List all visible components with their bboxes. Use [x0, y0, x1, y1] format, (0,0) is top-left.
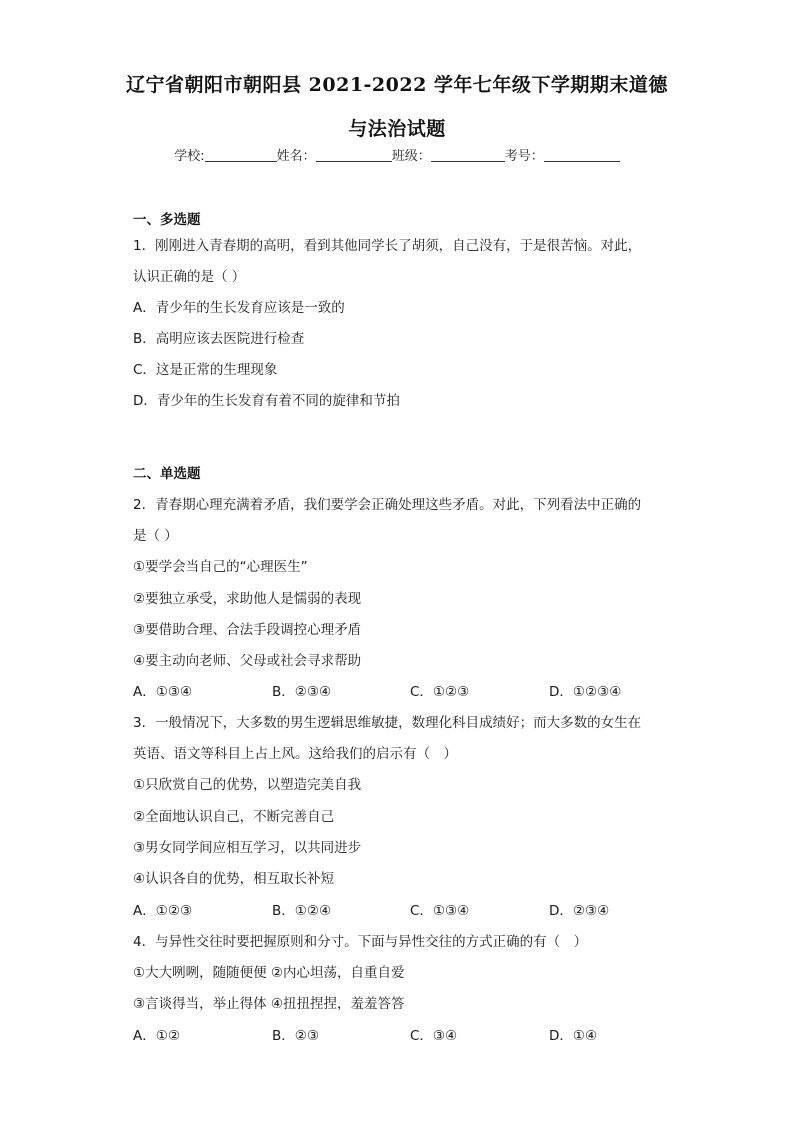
q4-stem-line1: 4．与异性交往时要把握原则和分寸。下面与异性交往的方式正确的有（ ）	[133, 934, 588, 950]
q2-stem-line2: 是（ ）	[133, 528, 178, 544]
q2-statement-4: ④要主动向老师、父母或社会寻求帮助	[133, 653, 362, 669]
section-heading-multiple-choice: 一、多选题	[133, 212, 201, 228]
name-label: 姓名：	[276, 149, 316, 164]
class-label: 班级：	[391, 149, 431, 164]
q1-option-c: C．这是正常的生理现象	[133, 362, 278, 378]
school-blank	[205, 147, 277, 162]
q3-stem-line2: 英语、语文等科目上占上风。这给我们的启示有（ ）	[133, 746, 457, 762]
q4-option-b: B．②③	[272, 1028, 319, 1044]
q3-statement-2: ②全面地认识自己，不断完善自己	[133, 809, 335, 825]
q4-option-c: C．③④	[410, 1028, 458, 1044]
q2-statement-2: ②要独立承受，求助他人是懦弱的表现	[133, 591, 362, 607]
q4-statements-1-2: ①大大咧咧，随随便便 ②内心坦荡，自重自爱	[133, 965, 405, 981]
q3-option-b: B．①②④	[272, 903, 332, 919]
q2-option-c: C．①②③	[410, 684, 470, 700]
q4-option-d: D．①④	[549, 1028, 598, 1044]
q2-statement-3: ③要借助合理、合法手段调控心理矛盾	[133, 622, 362, 638]
exam-no-label: 考号：	[504, 149, 544, 164]
q1-stem-line1: 1．刚刚进入青春期的高明，看到其他同学长了胡须，自己没有，于是很苦恼。对此，	[133, 238, 642, 254]
q2-option-b: B．②③④	[272, 684, 332, 700]
q3-stem-line1: 3．一般情况下，大多数的男生逻辑思维敏捷，数理化科目成绩好；而大多数的女生在	[133, 715, 642, 731]
q2-stem-line1: 2．青春期心理充满着矛盾，我们要学会正确处理这些矛盾。对此，下列看法中正确的	[133, 497, 642, 513]
q2-option-a: A．①③④	[133, 684, 193, 700]
exam-title-line2: 与法治试题	[348, 118, 446, 140]
class-blank	[431, 147, 505, 162]
q3-option-c: C．①③④	[410, 903, 470, 919]
exam-no-blank	[544, 147, 620, 162]
section-heading-single-choice: 二、单选题	[133, 466, 201, 482]
student-info-line	[0, 145, 794, 164]
q1-option-a: A．青少年的生长发育应该是一致的	[133, 300, 345, 316]
q1-stem-line2: 认识正确的是（ ）	[133, 269, 246, 285]
q3-statement-1: ①只欣赏自己的优势，以塑造完美自我	[133, 777, 362, 793]
q4-statements-3-4: ③言谈得当，举止得体 ④扭扭捏捏，羞羞答答	[133, 996, 405, 1012]
q3-option-a: A．①②③	[133, 903, 193, 919]
q2-statement-1: ①要学会当自己的“心理医生”	[133, 559, 308, 575]
name-blank	[316, 147, 392, 162]
q4-option-a: A．①②	[133, 1028, 180, 1044]
q2-option-d: D．①②③④	[549, 684, 622, 700]
school-label: 学校:	[174, 149, 205, 164]
exam-title-line1: 辽宁省朝阳市朝阳县 2021-2022 学年七年级下学期期末道德	[126, 74, 668, 96]
q1-option-d: D．青少年的生长发育有着不同的旋律和节拍	[133, 393, 400, 409]
q3-option-d: D．②③④	[549, 903, 610, 919]
q3-statement-4: ④认识各自的优势，相互取长补短	[133, 871, 335, 887]
q1-option-b: B．高明应该去医院进行检查	[133, 331, 305, 347]
q3-statement-3: ③男女同学间应相互学习，以共同进步	[133, 840, 362, 856]
